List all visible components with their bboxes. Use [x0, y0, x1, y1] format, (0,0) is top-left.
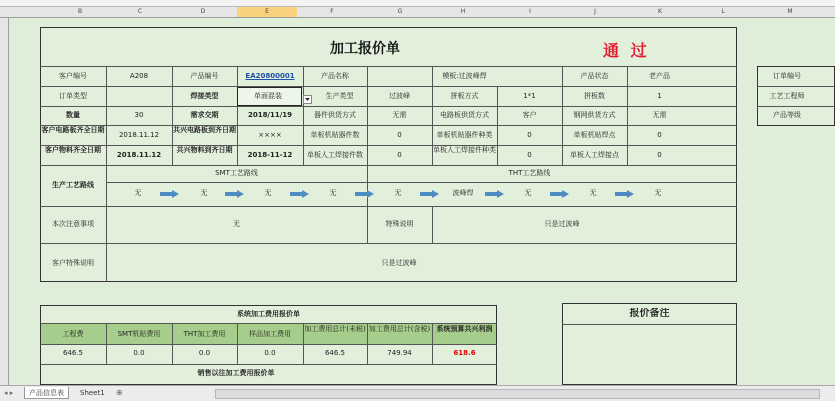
cost-value[interactable]: 646.5 [62, 349, 84, 357]
label-smt-route: SMT工艺路线 [215, 169, 258, 177]
label-grade: 产品等级 [773, 111, 801, 119]
label-qty: 数量 [66, 111, 80, 119]
cost-value[interactable]: 0.0 [198, 349, 211, 357]
column-header[interactable]: D [200, 8, 206, 15]
label-panel-count: 拼板数 [584, 92, 605, 100]
value-product-status[interactable]: 老产品 [649, 72, 670, 80]
route-arrow-icon [290, 190, 310, 198]
column-header-bar [0, 7, 835, 18]
route-step: 波峰焊 [452, 189, 474, 197]
column-header-selected[interactable]: E [237, 7, 297, 17]
route-arrow-icon [355, 190, 375, 198]
value-prod-type[interactable]: 过波峰 [389, 92, 410, 100]
label-engineer: 工艺工程师 [769, 92, 805, 100]
label-manual-points: 单板人工焊接点 [570, 151, 619, 159]
label-cust-special: 客户特殊说明 [52, 259, 94, 267]
label-customer-code: 客户编号 [59, 72, 87, 80]
value-qty[interactable]: 30 [134, 111, 144, 119]
value-product-code-link[interactable]: EA20800001 [245, 72, 295, 80]
label-xx-mat-date: 共兴物料到齐日期 [176, 146, 233, 154]
label-order-code: 订单编号 [773, 72, 801, 80]
tab-product-info[interactable]: 产品信息表 [24, 387, 69, 399]
value-manual-count[interactable]: 0 [397, 151, 402, 159]
label-special: 特殊说明 [385, 220, 414, 228]
label-panel-mode: 拼板方式 [450, 92, 479, 100]
column-header[interactable]: K [658, 8, 662, 15]
horizontal-scrollbar[interactable] [215, 389, 820, 399]
value-cust-special[interactable]: 只是过波峰 [381, 259, 417, 267]
label-smt-points: 单板机贴焊点 [573, 131, 616, 139]
sheet-tab-bar [0, 385, 835, 401]
value-part-supply[interactable]: 无需 [392, 111, 407, 119]
label-notice: 本次注意事项 [52, 220, 94, 228]
column-header[interactable]: M [787, 8, 793, 15]
route-step: 无 [134, 189, 142, 197]
value-customer-code[interactable]: A208 [129, 72, 149, 80]
route-step: 无 [654, 189, 662, 197]
tab-sheet1[interactable]: Sheet1 [80, 389, 105, 397]
label-cust-pcb-date: 客户电路板齐全日期 [41, 126, 105, 134]
value-panel-count[interactable]: 1 [657, 92, 662, 100]
remark-title: 报价备注 [629, 308, 670, 319]
label-pcb-supply: 电路板供货方式 [440, 111, 489, 119]
value-xx-pcb-date[interactable]: ×××× [258, 131, 282, 139]
route-step: 无 [329, 189, 337, 197]
new-sheet-icon[interactable]: ⊕ [116, 388, 123, 397]
row-header-bar [0, 18, 9, 385]
cost-profit-value[interactable]: 618.6 [453, 349, 476, 357]
label-part-supply: 器件供货方式 [314, 111, 356, 119]
cost-value[interactable]: 646.5 [324, 349, 346, 357]
label-product-status: 产品状态 [580, 72, 609, 80]
cost-header: 加工费用总计(未税) [304, 325, 366, 333]
dropdown-arrow-icon[interactable] [303, 95, 312, 104]
label-tht-route: THT工艺路线 [508, 169, 551, 177]
route-arrow-icon [485, 190, 505, 198]
column-header[interactable]: C [137, 8, 143, 15]
value-product-name[interactable]: 模板:过波峰焊 [442, 72, 487, 80]
route-arrow-icon [225, 190, 245, 198]
label-stencil-supply: 钢网供货方式 [573, 111, 616, 119]
value-special[interactable]: 只是过波峰 [544, 220, 580, 228]
label-product-code: 产品编号 [190, 72, 219, 80]
cost-header: SMT机贴费用 [117, 330, 161, 338]
cost-header: 系统预算共兴利润 [436, 325, 493, 333]
column-header[interactable]: H [460, 8, 466, 15]
cost-header: THT加工费用 [183, 330, 226, 338]
label-route: 生产工艺路线 [52, 181, 94, 189]
value-smt-points[interactable]: 0 [657, 131, 662, 139]
route-step: 无 [589, 189, 597, 197]
value-due-date[interactable]: 2018/11/19 [247, 111, 293, 119]
cost-value[interactable]: 0.0 [133, 349, 145, 357]
value-panel-mode[interactable]: 1*1 [523, 92, 536, 100]
route-step: 无 [264, 189, 272, 197]
cost-value[interactable]: 749.94 [387, 349, 412, 357]
value-stencil-supply[interactable]: 无需 [652, 111, 667, 119]
value-cust-mat-date[interactable]: 2018.11.12 [116, 151, 162, 159]
value-smt-count[interactable]: 0 [397, 131, 402, 139]
form-title: 加工报价单 [330, 41, 400, 57]
route-arrow-icon [420, 190, 440, 198]
route-step: 无 [200, 189, 208, 197]
column-header[interactable]: G [397, 8, 403, 15]
label-cust-mat-date: 客户物料齐全日期 [45, 146, 101, 154]
route-arrow-icon [550, 190, 570, 198]
value-cust-pcb-date[interactable]: 2018.11.12 [118, 131, 160, 139]
cost-header: 样品加工费用 [249, 330, 291, 338]
value-xx-mat-date[interactable]: 2018-11-12 [247, 151, 293, 159]
label-weld-type: 焊接类型 [190, 92, 219, 100]
label-due-date: 需求交期 [190, 111, 219, 119]
sales-cost-title: 销售以往加工费用报价单 [197, 369, 275, 377]
label-order-type: 订单类型 [59, 92, 87, 100]
label-smt-types: 单板机贴器件种类 [436, 131, 493, 139]
column-header[interactable]: I [529, 8, 531, 15]
value-manual-points[interactable]: 0 [657, 151, 662, 159]
route-arrow-icon [615, 190, 635, 198]
route-step: 无 [524, 189, 532, 197]
cost-table-title: 系统加工费用报价单 [237, 310, 300, 318]
cost-value[interactable]: 0.0 [264, 349, 276, 357]
tab-nav-icon[interactable]: ◂ ▸ [4, 389, 14, 397]
label-prod-type: 生产类型 [325, 92, 354, 100]
column-header[interactable]: B [77, 8, 83, 15]
route-step: 无 [394, 189, 402, 197]
cost-header: 工程费 [62, 330, 84, 338]
label-manual-types: 单板人工焊接件种类 [433, 146, 496, 154]
value-smt-types[interactable]: 0 [527, 131, 532, 139]
value-pcb-supply[interactable]: 客户 [522, 111, 537, 119]
cost-header: 加工费用总计(含税) [368, 325, 431, 333]
value-weld-type[interactable]: 单面混装 [254, 92, 282, 100]
column-header[interactable]: J [594, 8, 596, 15]
column-header[interactable]: L [721, 8, 725, 15]
approved-stamp: 通 过 [603, 41, 650, 60]
label-product-name: 产品名称 [321, 72, 349, 80]
route-arrow-icon [160, 190, 180, 198]
value-notice[interactable]: 无 [233, 220, 240, 228]
label-xx-pcb-date: 共兴电路板到齐日期 [173, 126, 236, 134]
label-manual-count: 单板人工焊接件数 [307, 151, 363, 159]
value-manual-types[interactable]: 0 [527, 151, 532, 159]
column-header[interactable]: F [330, 8, 334, 15]
label-smt-count: 单板机贴器件数 [310, 131, 360, 139]
formula-bar-strip [0, 0, 835, 7]
